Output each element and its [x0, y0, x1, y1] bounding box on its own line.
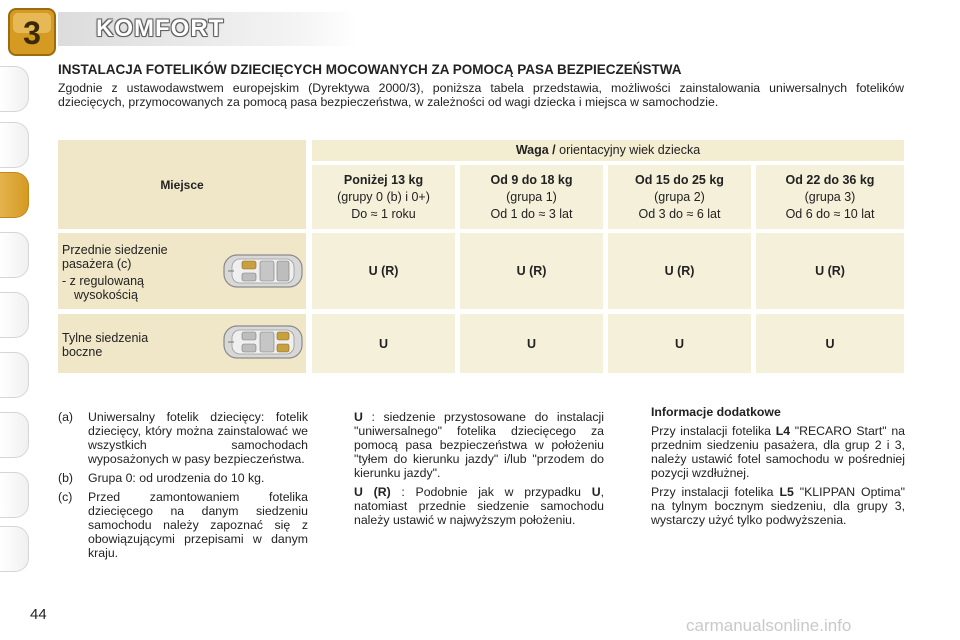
chapter-tab[interactable] [0, 352, 29, 398]
footnote-key: (c) [58, 490, 73, 504]
value-cell: U [608, 314, 751, 373]
column-age: Od 6 do ≈ 10 lat [785, 206, 875, 221]
footnote-key: (b) [58, 471, 74, 485]
value-cell: U (R) [312, 233, 455, 309]
chapter-number: 3 [23, 15, 41, 51]
chapter-tab[interactable] [0, 526, 29, 572]
footnote [58, 471, 308, 485]
additional-info [651, 405, 905, 532]
chapter-tab[interactable] [0, 232, 29, 278]
info-title: Informacje dodatkowe [651, 405, 781, 419]
column-header-1 [312, 165, 455, 229]
place-line: pasażera (c) [62, 257, 132, 271]
footnote-key: (a) [58, 410, 74, 424]
legend-text: , natomiast przednie siedzenie samochodu należy ustawić w najwyższym położeniu. [354, 485, 604, 527]
column-title: Poniżej 13 kg [343, 172, 424, 187]
chapter-tab[interactable] [0, 66, 29, 112]
column-group: (grupa 3) [804, 189, 856, 204]
section-title: INSTALACJA FOTELIKÓW DZIECIĘCYCH MOCOWANYCH ZA POMOCĄ PASA BEZPIECZEŃSTWA [58, 62, 682, 77]
info-paragraph [651, 485, 905, 527]
chapter-tab[interactable] [0, 412, 29, 458]
page-number: 44 [30, 606, 47, 623]
chapter-tab[interactable] [0, 472, 29, 518]
value-cell: U (R) [756, 233, 904, 309]
weight-header-cell [312, 140, 904, 161]
place-header-cell [58, 140, 306, 229]
chapter-number-badge [6, 6, 58, 58]
weight-header-label: Waga / [515, 143, 556, 157]
place-line: boczne [62, 345, 103, 359]
footnotes [58, 410, 308, 565]
legend-term: U [591, 485, 601, 499]
place-note: wysokością [74, 288, 138, 302]
info-text: "KLIPPAN Optima" na tylnym bocznym siedzeniu, dla grupy 3, wystarczy użyć tylko podwyższenia. [651, 485, 906, 527]
place-note: - z regulowaną [62, 274, 144, 288]
legend-term: U [354, 410, 363, 424]
column-header-3 [608, 165, 751, 229]
chapter-tab-strip [0, 60, 34, 580]
place-header: Miejsce [160, 177, 204, 192]
car-rear-seat-icon [222, 322, 304, 362]
column-title: Od 15 do 25 kg [635, 172, 724, 187]
legend-text: : Podobnie jak w przypadku [390, 485, 592, 499]
value-cell: U (R) [608, 233, 751, 309]
value-cell: U [312, 314, 455, 373]
chapter-tab[interactable] [0, 292, 29, 338]
place-front-label [62, 243, 168, 302]
column-age: Od 1 do ≈ 3 lat [490, 206, 573, 221]
value-cell: U [460, 314, 603, 373]
chapter-tab-active[interactable] [0, 172, 29, 218]
intro-paragraph: Zgodnie z ustawodawstwem europejskim (Dyrektywa 2000/3), poniższa tabela przedstawia, możliwości zainstalowania uniwersalnych fotelików dziecięcych, przymocowanych za pomocą pasa bezpieczeństwa, w zależności od wagi dziecka i miejsca w samochodzie. [58, 81, 904, 109]
column-age: Od 3 do ≈ 6 lat [638, 206, 721, 221]
info-text: Przy instalacji fotelika [651, 424, 776, 438]
place-line: Przednie siedzenie [62, 243, 168, 257]
legend-u [354, 410, 604, 480]
info-seat-code: L4 [775, 424, 791, 438]
watermark: carmanualsonline.info [686, 616, 852, 635]
column-group: (grupy 0 (b) i 0+) [337, 189, 430, 204]
column-title: Od 22 do 36 kg [785, 172, 875, 187]
car-front-seat-icon [222, 251, 304, 291]
footnote-text: Grupa 0: od urodzenia do 10 kg. [88, 471, 265, 485]
place-rear-label [62, 331, 148, 359]
footnote [58, 490, 308, 560]
column-age: Do ≈ 1 roku [351, 206, 416, 221]
info-text: "RECARO Start" na przednim siedzeniu pasażera, dla grup 2 i 3, należy ustawić fotel samochodu w pośredniej pozycji wzdłużnej. [651, 424, 905, 480]
legend-ur [354, 485, 604, 527]
footnote [58, 410, 308, 466]
legend-text: : siedzenie przystosowane do instalacji "uniwersalnego" fotelika dziecięcego za pomocą pasa bezpieczeństwa w położeniu "tyłem do kierunku jazdy" i/lub "przodem do kierunku jazdy". [354, 410, 604, 480]
info-paragraph [651, 424, 905, 480]
chapter-title: KOMFORT [96, 15, 225, 42]
footnote-text: Uniwersalny fotelik dziecięcy: fotelik dziecięcy, który można zainstalować we wszystkich samochodach wyposażonych w pasy bezpieczeństwa. [88, 410, 308, 466]
chapter-tab[interactable] [0, 122, 29, 168]
info-seat-code: L5 [779, 485, 794, 499]
column-group: (grupa 2) [654, 189, 705, 204]
column-header-4 [756, 165, 904, 229]
column-title: Od 9 do 18 kg [490, 172, 573, 187]
column-header-2 [460, 165, 603, 229]
value-cell: U (R) [460, 233, 603, 309]
value-cell: U [756, 314, 904, 373]
info-text: Przy instalacji fotelika [651, 485, 780, 499]
weight-header-text: orientacyjny wiek dziecka [555, 143, 701, 157]
place-line: Tylne siedzenia [62, 331, 149, 345]
column-group: (grupa 1) [506, 189, 557, 204]
legend-term: U (R) [354, 485, 391, 499]
footnote-text: Przed zamontowaniem fotelika dziecięcego na danym siedzeniu samochodu należy zapoznać się z obowiązującymi przepisami w danym kraju. [88, 490, 308, 560]
legend-notes [354, 410, 604, 532]
